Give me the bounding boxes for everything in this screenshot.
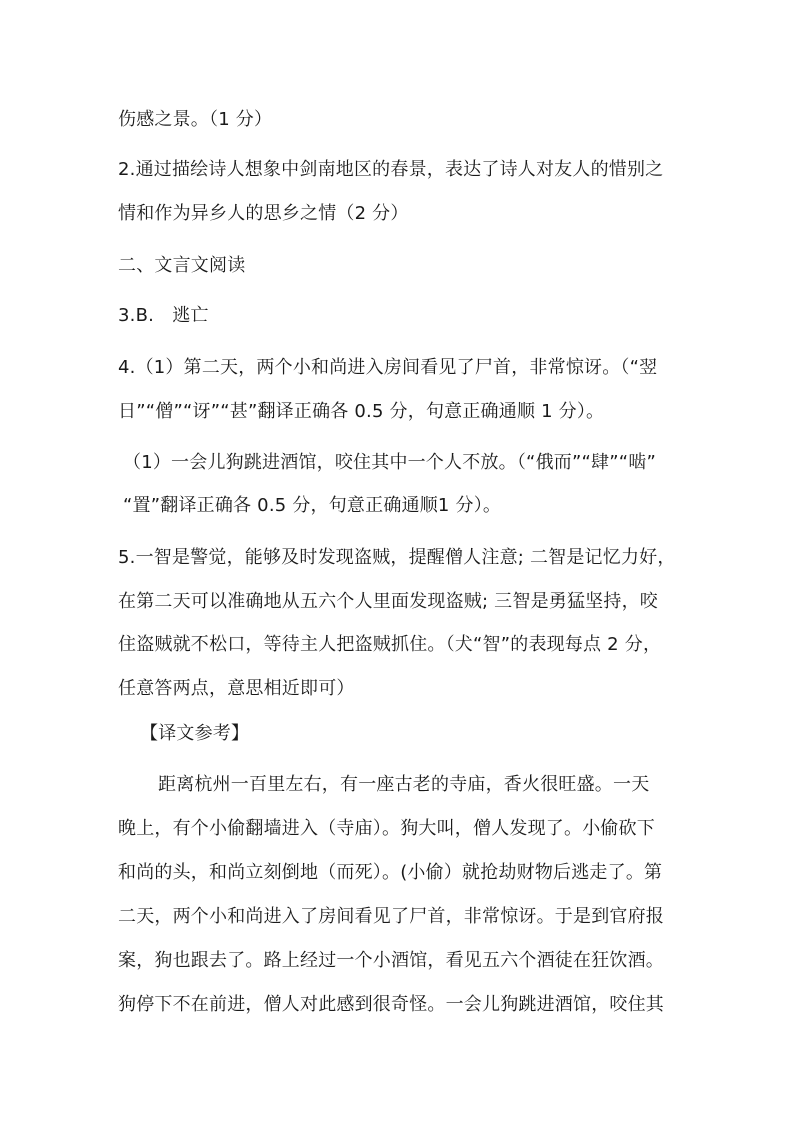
answer-3: 3.B. 逃亡 [118, 305, 209, 326]
answer-2-line-2: 情和作为异乡人的思乡之情（2 分） [118, 203, 409, 224]
answer-5-line-3: 住盗贼就不松口，等待主人把盗贼抓住。（犬“智”的表现每点 2 分， [118, 634, 662, 655]
translation-heading: 【译文参考】 [140, 723, 250, 744]
translation-line: 二天，两个小和尚进入了房间看见了尸首，非常惊讶。于是到官府报 [118, 906, 664, 927]
translation-line: 和尚的头，和尚立刻倒地（而死）。(小偷）就抢劫财物后逃走了。第 [118, 862, 663, 883]
answer-5-line-2: 在第二天可以准确地从五六个人里面发现盗贼; 三智是勇猛坚持，咬 [118, 591, 658, 612]
answer-4-sub-line-1: （1）一会儿狗跳进酒馆，咬住其中一个人不放。（“俄而”“肆”“啮” [123, 452, 657, 473]
answer-4-line-1: 4.（1）第二天，两个小和尚进入房间看见了尸首，非常惊讶。（“翌 [118, 357, 658, 378]
translation-line: 晚上，有个小偷翻墙进入（寺庙）。狗大叫，僧人发现了。小偷砍下 [118, 818, 655, 839]
translation-line: 案，狗也跟去了。路上经过一个小酒馆，看见五六个酒徒在狂饮酒。 [118, 950, 664, 971]
answer-4-sub-line-2: “置”翻译正确各 0.5 分，句意正确通顺1 分）。 [123, 495, 502, 516]
answer-5-line-1: 5.一智是警觉，能够及时发现盗贼，提醒僧人注意; 二智是记忆力好， [118, 547, 676, 568]
answer-4-line-2: 日”“僧”“讶”“甚”翻译正确各 0.5 分，句意正确通顺 1 分）。 [118, 401, 605, 422]
answer-2-line-1: 2.通过描绘诗人想象中剑南地区的春景，表达了诗人对友人的惜别之 [118, 159, 664, 180]
answer-5-line-4: 任意答两点，意思相近即可） [118, 678, 355, 699]
translation-line: 狗停下不在前进，僧人对此感到很奇怪。一会儿狗跳进酒馆，咬住其 [118, 994, 664, 1015]
translation-line: 距离杭州一百里左右，有一座古老的寺庙，香火很旺盛。一天 [158, 774, 650, 795]
text-line: 伤感之景。（1 分） [118, 109, 273, 130]
section-heading: 二、文言文阅读 [118, 255, 246, 276]
